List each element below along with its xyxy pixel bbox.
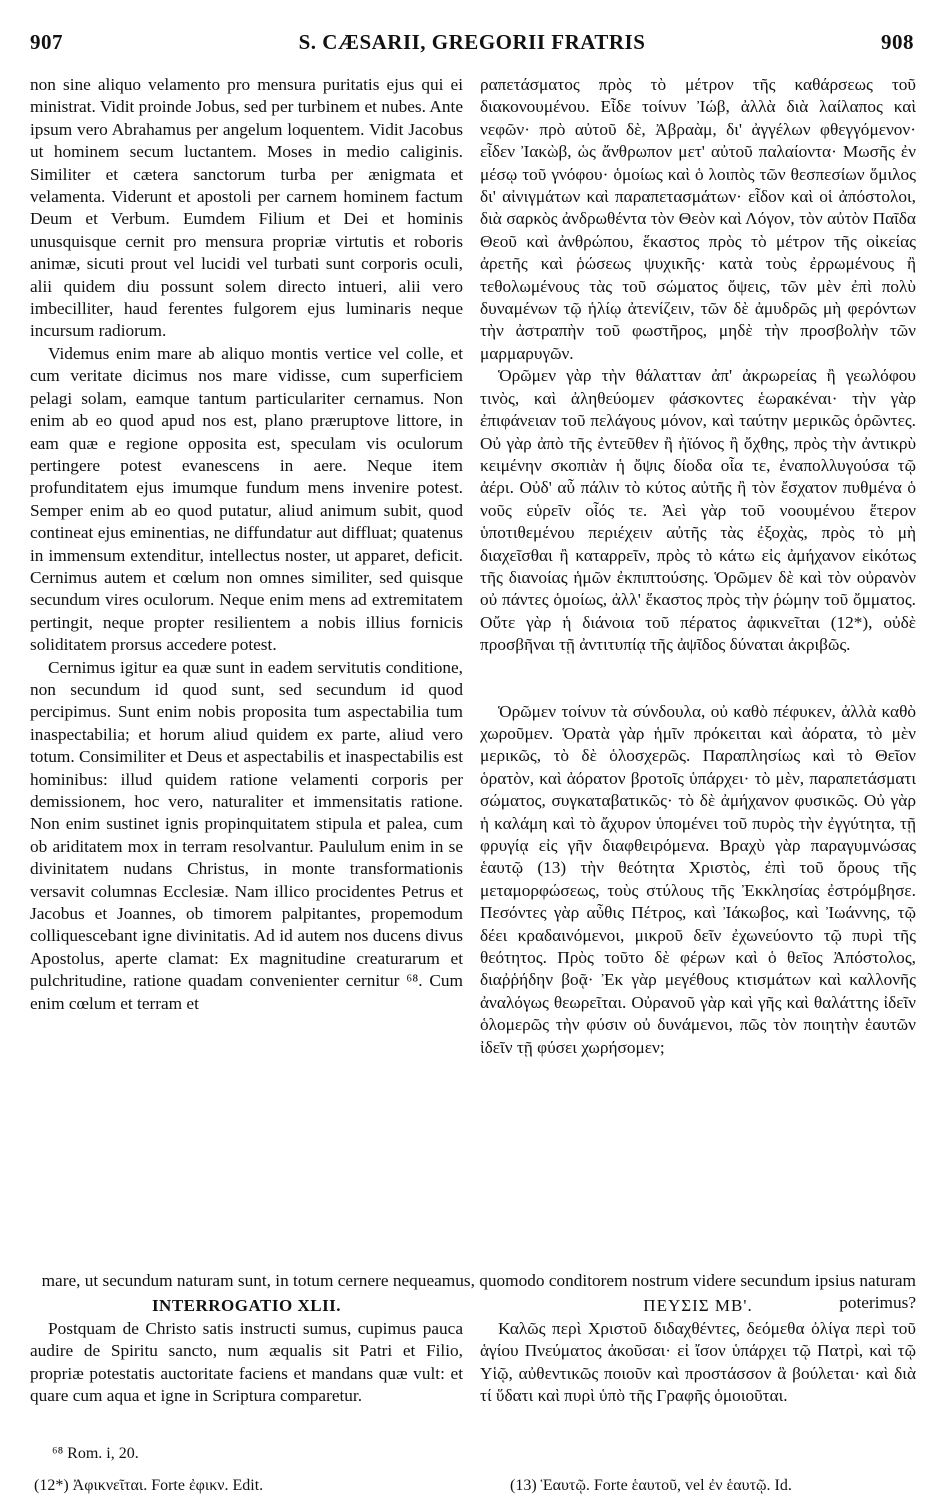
footnote-12: (12*) Ἀφικνεῖται. Forte ἐφικν. Edit. [34,1477,264,1494]
question-latin-title: INTERROGATIO XLII. [151,1296,342,1315]
greek-paragraph-1: ραπετάσματος πρὸς τὸ μέτρον τῆς καθάρσεως τοῦ διακονουμένου. Εἶδε τοίνυν Ἰώβ, ἀλλὰ διὰ λαίλαπος καὶ νεφῶν· πρὸ αὐτοῦ δὲ, Ἀβραὰμ, δι' ἀγγέλων φθεγγόμενον· εἶδεν Ἰακὼβ, ὡς ἄνθρωπον μετ' αὐτοῦ παλαίοντα· Μωσῆς ἐν μέσῳ τοῦ γνόφου· ὁμοίως καὶ ὁ λοιπὸς τῶν θεσπεσίων ὅμιλος δι' αἰνιγμάτων καὶ παραπετασμάτων· εἶδον καὶ οἱ ἀπόστολοι, διὰ σαρκὸς ἀνδρωθέντα τὸν Θεὸν καὶ Λόγον, τὸν αὐτὸν Παῖδα Θεοῦ καὶ ἀνθρώπου, ἕκαστος πρὸς τὸ μέτρον τῆς οἰκείας ἀρετῆς καὶ ῥώσεως ψυχικῆς· κατὰ τοὺς ἐρρωμένους ἢ τεθολωμένους τὰς τοῦ σώματος ὄψεις, τῶν μὲν ἐπὶ πολὺ δυναμένων τῷ ἡλίῳ ἀτενίζειν, τῶν δὲ ἀμυδρῶς μὴ φερόντων τὴν ἀστραπὴν τοῦ φωστῆρος, μηδὲ τὴν προσβολὴν τῶν μαρμαρυγῶν. [480,75,916,363]
question-greek [480,1296,916,1408]
question-latin [30,1296,463,1408]
greek-column [480,74,916,1059]
bridge-text: mare, ut secundum naturam sunt, in totum cernere nequeamus, quomodo conditorem nostrum videre secundum ipsius naturam poterimus? [41,1271,916,1313]
page-number-left: 907 [30,30,63,54]
latin-column [30,74,463,1015]
running-title: S. CÆSARII, GREGORII FRATRIS [298,30,646,54]
page-header [30,30,914,64]
greek-paragraph-3: Ὁρῶμεν τοίνυν τὰ σύνδουλα, οὐ καθὸ πέφυκεν, ἀλλὰ καθὸ χωροῦμεν. Ὁρατὰ γὰρ ἡμῖν πρόκειται καὶ ἀόρατα, τὸ μὲν μερικῶς, τὸ δὲ ὁλοσχερῶς. Παραπλησίως καὶ τὸ Θεῖον ὁρατὸν, καὶ ἀόρατον βροτοῖς ὑπάρχει· τὸ μὲν, παραπετάσματι σώματος, συγκαταβατικῶς· τὸ δὲ ἀμήχανον φυσικῶς. Οὐ γὰρ ἡ καλάμη καὶ τὸ ἄχυρον ὑπομένει τοῦ πυρὸς τὴν ἐγγύτητα, τῇ φρυγίᾳ εἰς γῆν διαφθειρόμενα. Βραχὺ γὰρ παραγυμνώσας ἑαυτῷ (13) τὴν θεότητα Χριστὸς, ἐπὶ τοῦ ὄρους τῆς μεταμορφώσεως, τοὺς στύλους τῆς Ἐκκλησίας ἐστρόμβησε. Πεσόντες γὰρ αὖθις Πέτρος, καὶ Ἰάκωβος, καὶ Ἰωάννης, τῷ δέει κραδαινόμενοι, μικροῦ δεῖν ἐχωνεύοντο τῷ πυρὶ τῆς θεότητος. Πρὸς τοῦτο δὲ φέρων καὶ ὁ θεῖος Ἀπόστολος, διαῤῥήδην βοᾷ· Ἐκ γὰρ μεγέθους κτισμάτων καὶ καλλονῆς ἀναλόγως θεωρεῖται. Οὐρανοῦ γὰρ καὶ γῆς καὶ θαλάττης ἰδεῖν ὁλομερῶς τὴν φύσιν οὐ δυνάμενοι, πῶς τὸν ποιητὴν ἑαυτῶν ἰδεῖν τῇ φύσει χωρήσομεν; [480,701,916,1057]
page-number-right: 908 [881,30,914,54]
latin-paragraph-1: non sine aliquo velamento pro mensura puritatis ejus qui ei ministrat. Vidit proinde Jobus, sed per turbinem et nubes. Ante ipsum vero Abrahamus per angelum loquentem. Vidit Jacobus ut hominem secum luctantem. Moses in medio caliginis. Similiter et cætera sanctorum turba per ænigmata et velamenta. Viderunt et apostoli per carnem hominem factum Deum et Verbum. Eumdem Filium et Dei et hominis unusquisque cernit pro mensura propriæ virtutis et roboris animæ, sicuti prout vel lucidi vel turbati sunt corporis oculi, alii quidem diu possunt solem directo intueri, alii vero imbecilliter, haud ferentes fulgorem ejus luminaris neque incursum radiorum. [30,75,463,341]
greek-paragraph-2: Ὁρῶμεν γὰρ τὴν θάλατταν ἀπ' ἀκρωρείας ἢ γεωλόφου τινὸς, καὶ ἀληθεύομεν φάσκοντες ἑωρακέναι· τὴν γὰρ ἐπιφάνειαν τοῦ πελάγους μόνον, καὶ ταύτην μερικῶς ὁρῶντες. Οὐ γὰρ ἀπὸ τῆς ἐντεῦθεν ἢ ἠϊόνος ἢ ὄχθης, πρὸς τὴν ἀντικρὺ κειμένην σκοπιὰν ἡ ὄψις δίοδα οἷα τε, ἐναπολλυγούσα τῷ ἀέρι. Οὐδ' αὖ πάλιν τὸ κύτος αὐτῆς ἢ τὸν ἔσχατον πυθμένα ὁ νοῦς εὑρεῖν οἷός τε. Ἀεὶ γὰρ τοῦ νοουμένου ἕτερον ὑποτιθεμένου περιέχειν αὐτῆς τὰς ἐξοχὰς, πρὸς τὸ μὴ διαχεῖσθαι ἢ καταρρεῖν, πρὸς τὸ κάτω εἰς ἀμήχανον εἰκότως τῆς διανοίας ἡμῶν ἐκπιπτούσης. Ὁρῶμεν δὲ καὶ τὸν οὐρανὸν οὐ πάντες ὁμοίως, ἀλλ' ἕκαστος πρὸς τὴν ῥώμην τοῦ ὄμματος. Οὔτε γὰρ ἡ διάνοια τοῦ πέρατος ἀφικνεῖται (12*), οὐδὲ προσβῆναι τῇ ἀντιτυπίᾳ τῆς ἀψῖδος δύναται ἀκριβῶς. [480,366,916,655]
latin-paragraph-3: Cernimus igitur ea quæ sunt in eadem servitutis conditione, non secundum id quod sunt, sed secundum id quod percipimus. Sunt enim nobis proposita tum aspectabilia tum inaspectabilia; et horum aliud quidem ex parte, aliud vero totum. Consimiliter et Deus et aspectabilis et inaspectabilis est hominibus: illud quidem ratione velamenti corporis per demissionem, hoc vero, naturaliter et immensitatis ratione. Non enim sustinet ignis propinquitatem stipula et palea, cum ob ariditatem mox in terram resolvantur. Paululum enim in se divinitatem nudans Christus, in monte transformationis versavit columnas Ecclesiæ. Nam illico procidentes Petrus et Jacobus et Joannes, ob timorem palpitantes, propemodum colliquescebant igne divinitatis. Ad id autem nos ducens divus Apostolus, aperte clamat: Ex magnitudine creaturarum et pulchritudine, ratione quadam convenienter cernitur ⁶⁸. Cum enim cœlum et terram et [30,657,463,1013]
question-latin-text: Postquam de Christo satis instructi sumus, cupimus pauca audire de Spiritu sancto, num æqualis sit Patri et Filio, propriæ potestatis auctoritate faciens et mandans quæ vult: et quare cum aqua et igne in Scriptura comparetur. [30,1319,463,1406]
question-greek-text: Καλῶς περὶ Χριστοῦ διδαχθέντες, δεόμεθα ὀλίγα περὶ τοῦ ἁγίου Πνεύματος ἀκοῦσαι· εἰ ἴσον ὑπάρχει τῷ Πατρὶ, καὶ τῷ Υἱῷ, αὐθεντικῶς ποιοῦν καὶ προστάσσον ἃ βούλεται· καὶ διὰ τί ὕδατι καὶ πυρὶ ὑπὸ τῆς Γραφῆς ὁμοιοῦται. [480,1319,916,1406]
question-greek-title: ΠΕΥΣΙΣ ΜΒ'. [643,1296,753,1315]
latin-paragraph-2: Videmus enim mare ab aliquo montis vertice vel colle, et cum veritate dicimus nos mare vidisse, cum superficiem pelagi solam, eamque tantum particulariter cernamus. Non enim ab eo quod apud nos est, plano præruptove littore, in eam quæ e regione opposita est, speculam vis oculorum pertingere potest evanescens in aere. Neque item profunditatem ejus imumque fundum mens invenire potest. Semper enim ab eo quod putatur, aliud animum subit, quod contineat ejus eminentias, ne diffundatur aut diffluat; quatenus in immensum extenditur, intellectus noster, ut apparet, deficit. Cernimus autem et cœlum non omnes similiter, sed quisque secundum vires oculorum. Neque enim mens ad extremitatem pertingit, neque propter resilientem a nobis illius fornicis soliditatem prorsus accedere potest. [30,343,463,655]
footnote-13: (13) Ἑαυτῷ. Forte ἑαυτοῦ, vel ἐν ἑαυτῷ. Id. [510,1477,792,1494]
footnote-rom: ⁶⁸ Rom. i, 20. [52,1445,139,1462]
